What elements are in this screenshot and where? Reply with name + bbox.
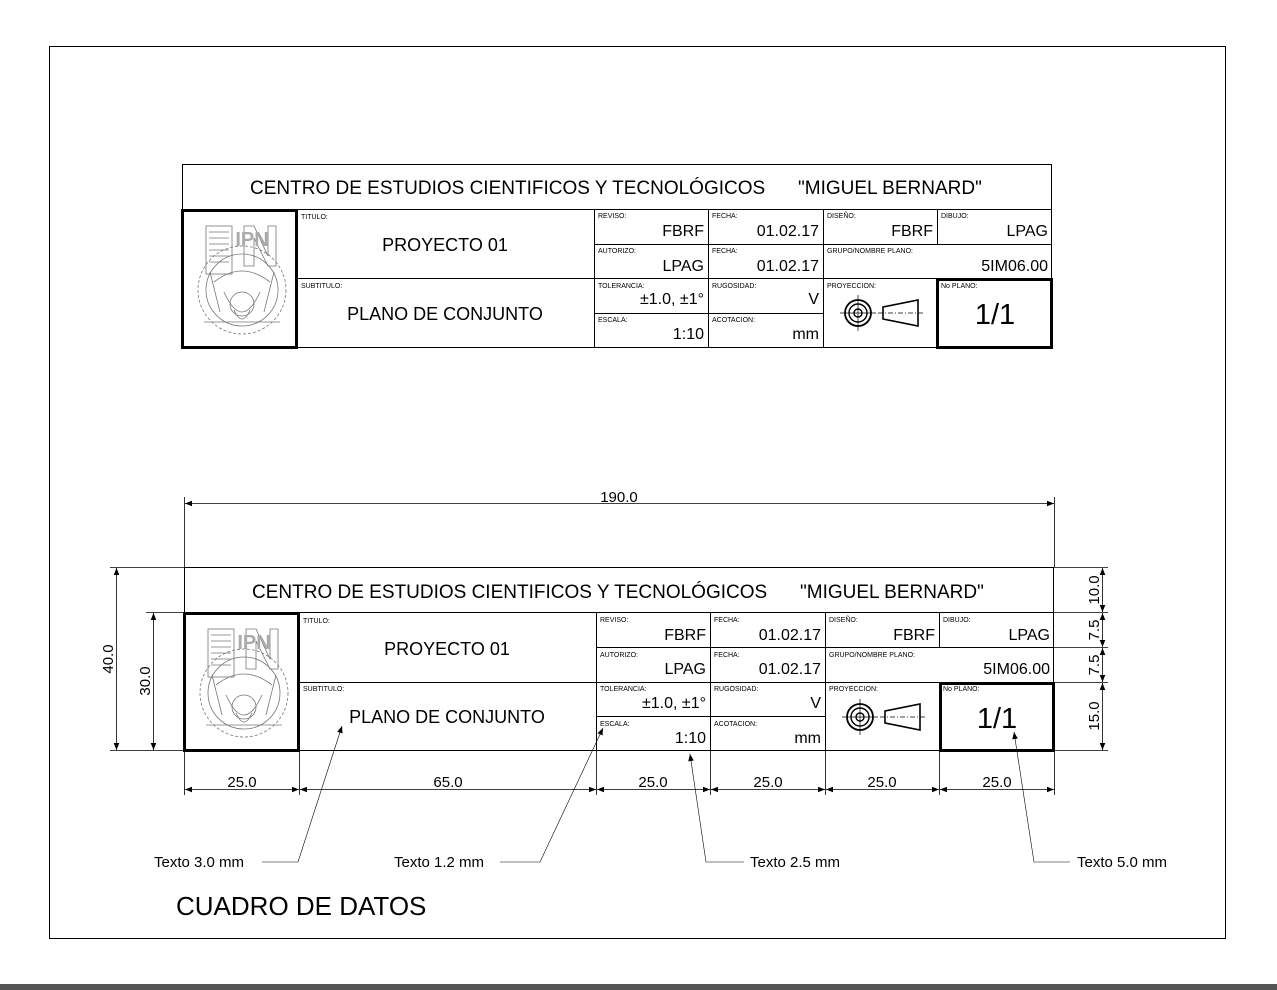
logo-text: IPN bbox=[237, 632, 271, 654]
no-plano-label: No PLANO: bbox=[941, 283, 978, 290]
diseno-value: FBRF bbox=[891, 223, 933, 240]
subtitulo-label: SUBTITULO: bbox=[303, 686, 345, 693]
dim-total-height: 40.0 bbox=[100, 644, 117, 674]
subtitulo-value: PLANO DE CONJUNTO bbox=[347, 304, 543, 324]
escala-label: ESCALA: bbox=[600, 721, 630, 728]
dim-col-4: 25.0 bbox=[753, 774, 783, 791]
dibujo-label: DIBUJO: bbox=[943, 617, 971, 624]
no-plano-value: 1/1 bbox=[976, 703, 1018, 735]
institution-name: CENTRO DE ESTUDIOS CIENTIFICOS Y TECNOLÓGICOS bbox=[252, 582, 768, 603]
autorizo-label: AUTORIZO: bbox=[600, 652, 638, 659]
dim-row-1: 10.0 bbox=[1086, 575, 1103, 605]
dim-row-4: 15.0 bbox=[1086, 701, 1103, 731]
autorizo-value: LPAG bbox=[662, 258, 704, 275]
titulo-label: TITULO: bbox=[303, 618, 330, 625]
grupo-value: 5IM06.00 bbox=[983, 661, 1050, 678]
projection-symbol bbox=[842, 699, 926, 735]
tolerancia-label: TOLERANCIA: bbox=[598, 283, 645, 290]
logo-text: IPN bbox=[235, 229, 269, 251]
rugosidad-value: V bbox=[808, 291, 819, 308]
acotacion-value: mm bbox=[794, 730, 821, 747]
caption: CUADRO DE DATOS bbox=[176, 891, 427, 921]
titulo-value: PROYECTO 01 bbox=[382, 235, 508, 255]
title-block-dimensioned-text bbox=[237, 581, 1050, 747]
diseno-label: DISEÑO: bbox=[827, 213, 856, 220]
acotacion-label: ACOTACION: bbox=[714, 721, 758, 728]
institution-name: CENTRO DE ESTUDIOS CIENTIFICOS Y TECNOLÓGICOS bbox=[250, 178, 766, 199]
fecha-label: FECHA: bbox=[712, 213, 738, 220]
rugosidad-label: RUGOSIDAD: bbox=[714, 686, 759, 693]
titulo-label: TITULO: bbox=[301, 214, 328, 221]
grupo-value: 5IM06.00 bbox=[981, 258, 1048, 275]
escala-value: 1:10 bbox=[672, 326, 704, 343]
tolerancia-value: ±1.0, ±1° bbox=[642, 695, 706, 712]
titulo-value: PROYECTO 01 bbox=[384, 639, 510, 659]
school-name: "MIGUEL BERNARD" bbox=[800, 582, 984, 603]
acotacion-value: mm bbox=[792, 326, 819, 343]
projection-symbol bbox=[840, 295, 924, 331]
reviso-label: REVISO: bbox=[600, 617, 629, 624]
grupo-label: GRUPO/NOMBRE PLANO: bbox=[827, 248, 913, 255]
fecha-label: FECHA: bbox=[714, 652, 740, 659]
callout-text-3mm: Texto 3.0 mm bbox=[154, 854, 245, 871]
dim-col-3: 25.0 bbox=[638, 774, 668, 791]
fecha-reviso-value: 01.02.17 bbox=[756, 223, 819, 240]
title-block-top-text bbox=[235, 177, 1048, 343]
dim-row-3: 7.5 bbox=[1086, 654, 1103, 676]
fecha-label: FECHA: bbox=[712, 248, 738, 255]
dim-col-2: 65.0 bbox=[433, 774, 463, 791]
no-plano-label: No PLANO: bbox=[943, 686, 980, 693]
school-name: "MIGUEL BERNARD" bbox=[798, 178, 982, 199]
proyeccion-label: PROYECCION: bbox=[829, 686, 879, 693]
subtitulo-value: PLANO DE CONJUNTO bbox=[349, 707, 545, 727]
dim-total-width: 190.0 bbox=[600, 489, 638, 506]
rugosidad-value: V bbox=[810, 695, 821, 712]
diseno-value: FBRF bbox=[893, 627, 935, 644]
fecha-label: FECHA: bbox=[714, 617, 740, 624]
callout-text-2-5mm: Texto 2.5 mm bbox=[750, 854, 841, 871]
escala-value: 1:10 bbox=[674, 730, 706, 747]
escala-label: ESCALA: bbox=[598, 317, 628, 324]
tolerancia-label: TOLERANCIA: bbox=[600, 686, 647, 693]
callout-text-5mm: Texto 5.0 mm bbox=[1077, 854, 1168, 871]
reviso-value: FBRF bbox=[662, 223, 704, 240]
tolerancia-value: ±1.0, ±1° bbox=[640, 291, 704, 308]
dim-col-6: 25.0 bbox=[982, 774, 1012, 791]
dim-row-2: 7.5 bbox=[1086, 619, 1103, 641]
dim-col-5: 25.0 bbox=[867, 774, 897, 791]
dibujo-value: LPAG bbox=[1006, 223, 1048, 240]
no-plano-value: 1/1 bbox=[974, 299, 1016, 331]
subtitulo-label: SUBTITULO: bbox=[301, 283, 343, 290]
dim-inner-height: 30.0 bbox=[137, 666, 154, 696]
callouts bbox=[154, 854, 1167, 871]
acotacion-label: ACOTACION: bbox=[712, 317, 756, 324]
callout-text-1-2mm: Texto 1.2 mm bbox=[394, 854, 485, 871]
autorizo-value: LPAG bbox=[664, 661, 706, 678]
fecha-autorizo-value: 01.02.17 bbox=[758, 661, 821, 678]
bottom-bar bbox=[0, 984, 1277, 990]
autorizo-label: AUTORIZO: bbox=[598, 248, 636, 255]
dim-col-1: 25.0 bbox=[227, 774, 257, 791]
grupo-label: GRUPO/NOMBRE PLANO: bbox=[829, 652, 915, 659]
reviso-value: FBRF bbox=[664, 627, 706, 644]
rugosidad-label: RUGOSIDAD: bbox=[712, 283, 757, 290]
dibujo-label: DIBUJO: bbox=[941, 213, 969, 220]
proyeccion-label: PROYECCION: bbox=[827, 283, 877, 290]
fecha-autorizo-value: 01.02.17 bbox=[756, 258, 819, 275]
fecha-reviso-value: 01.02.17 bbox=[758, 627, 821, 644]
leader-lines bbox=[262, 726, 1070, 862]
diseno-label: DISEÑO: bbox=[829, 617, 858, 624]
dibujo-value: LPAG bbox=[1008, 627, 1050, 644]
reviso-label: REVISO: bbox=[598, 213, 627, 220]
